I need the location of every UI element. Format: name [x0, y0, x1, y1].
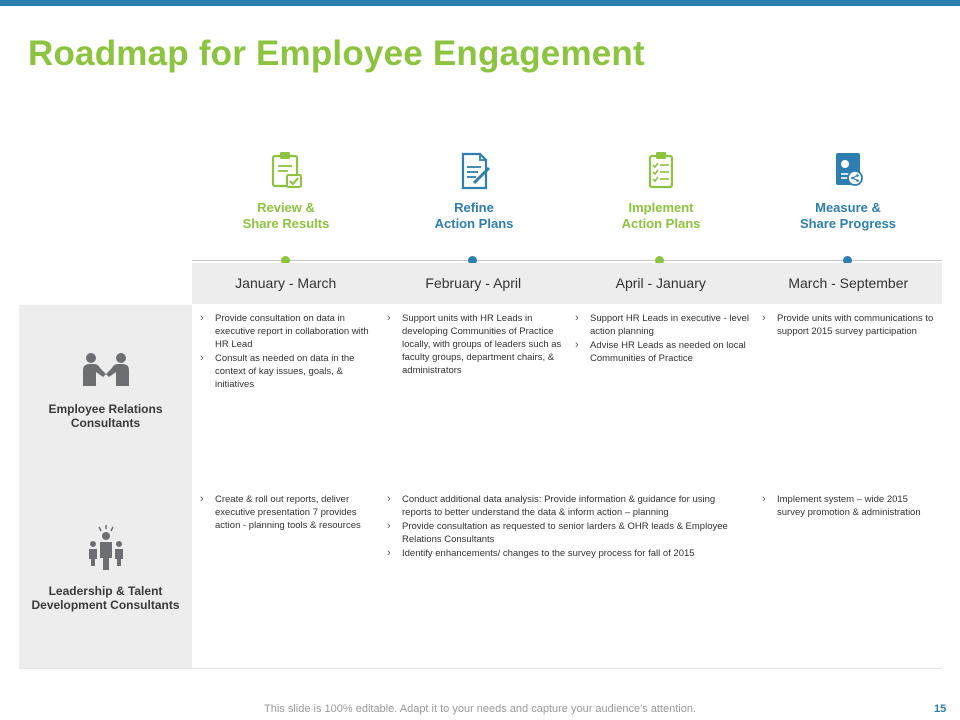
phase-review-share-results — [192, 150, 380, 232]
report-share-icon — [828, 150, 868, 192]
team-leader-icon — [86, 524, 126, 572]
bullet-item: › Consult as needed on data in the context of kay issues, goals, & initiatives — [198, 352, 376, 391]
handshake-icon — [80, 350, 132, 390]
footer-note: This slide is 100% editable. Adapt it to your needs and capture your audience's attention. — [264, 703, 696, 715]
document-edit-icon — [454, 150, 494, 192]
role-name-line2: Development Consultants — [31, 598, 180, 612]
checklist-icon — [641, 150, 681, 192]
date-range: February - April — [425, 275, 522, 291]
date-range: January - March — [235, 275, 337, 291]
roadmap-cell — [198, 493, 376, 533]
role-name-line2: Consultants — [70, 416, 141, 430]
date-range: April - January — [615, 275, 706, 291]
bullet-item: › Conduct additional data analysis: Provide information & guidance for using reports to better understand the data & inform action – planning — [385, 493, 745, 519]
date-range-row — [192, 263, 942, 304]
phase-label-line1: Implement — [628, 200, 694, 215]
roadmap-cell — [385, 312, 563, 378]
role-employee-relations — [19, 350, 192, 430]
bullet-item: › Identify enhancements/ changes to the survey process for fall of 2015 — [385, 547, 745, 560]
phase-label-line2: Share Progress — [799, 216, 897, 231]
timeline-line — [192, 260, 942, 261]
phase-measure-share-progress — [754, 150, 942, 232]
bullet-item: › Support HR Leads in executive - level action planning — [573, 312, 751, 338]
phase-label-line2: Share Results — [242, 216, 330, 231]
bottom-divider — [19, 668, 942, 669]
slide-title: Roadmap for Employee Engagement — [28, 34, 645, 73]
phase-label-line1: Measure & — [815, 200, 881, 215]
page-number: 15 — [934, 703, 947, 715]
role-leadership-talent — [19, 524, 192, 612]
roadmap-cell — [760, 493, 938, 520]
roadmap-cell — [198, 312, 376, 392]
bullet-item: › Provide consultation as requested to senior larders & OHR leads & Employee Relations Consultants — [385, 520, 745, 546]
phase-refine-action-plans — [380, 150, 568, 232]
bullet-item: › Create & roll out reports, deliver executive presentation 7 provides action - planning tools & resources — [198, 493, 376, 532]
bullet-item: › Support units with HR Leads in developing Communities of Practice locally, with groups of leaders such as faculty groups, department chairs, & administrators — [385, 312, 563, 377]
bullet-item: › Provide consultation on data in executive report in collaboration with HR Lead — [198, 312, 376, 351]
bullet-item: › Advise HR Leads as needed on local Communities of Practice — [573, 339, 751, 365]
phase-implement-action-plans — [567, 150, 755, 232]
clipboard-check-icon — [266, 150, 306, 192]
roadmap-cell — [760, 312, 938, 339]
role-name-line1: Leadership & Talent — [48, 584, 163, 598]
date-range: March - September — [788, 275, 909, 291]
role-name-line1: Employee Relations — [48, 402, 163, 416]
roadmap-cell — [573, 312, 751, 366]
top-accent-bar — [0, 0, 960, 6]
bullet-item: › Implement system – wide 2015 survey promotion & administration — [760, 493, 938, 519]
phase-label-line2: Action Plans — [434, 216, 514, 231]
bullet-item: › Provide units with communications to support 2015 survey participation — [760, 312, 938, 338]
roadmap-cell — [385, 493, 745, 561]
phase-label-line1: Review & — [257, 200, 315, 215]
phase-label-line2: Action Plans — [621, 216, 701, 231]
phase-label-line1: Refine — [454, 200, 494, 215]
